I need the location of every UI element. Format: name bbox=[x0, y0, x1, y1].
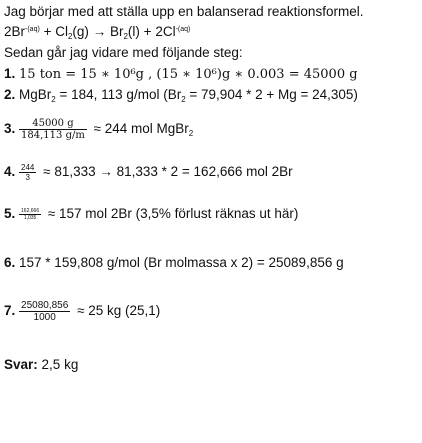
product-bromine: Br bbox=[109, 24, 124, 39]
fraction bbox=[19, 300, 70, 323]
fraction bbox=[19, 163, 36, 182]
step-number: 3. bbox=[4, 121, 16, 137]
step-number: 2. bbox=[4, 87, 16, 102]
step-3 bbox=[4, 118, 193, 141]
step-number: 5. bbox=[4, 206, 16, 221]
chlorine-subscript: 2 bbox=[67, 32, 73, 41]
answer-label: Svar: bbox=[4, 357, 38, 372]
denominator: 1000 bbox=[19, 311, 70, 323]
step-text-c: = 79,904 * 2 + Mg = 24,305) bbox=[185, 87, 358, 102]
steps-intro: Sedan går jag vidare med följande steg: bbox=[4, 45, 243, 60]
plus-sign: + bbox=[143, 24, 152, 39]
step-number: 1. bbox=[4, 66, 16, 81]
subscript: 2 bbox=[51, 95, 56, 104]
numerator: 25080,856 bbox=[21, 300, 69, 311]
step-number: 6. bbox=[4, 255, 16, 270]
answer bbox=[4, 357, 78, 372]
reactant-chlorine: Cl bbox=[55, 24, 68, 39]
step-5 bbox=[4, 206, 298, 221]
fraction bbox=[19, 118, 87, 141]
step-2 bbox=[4, 87, 358, 102]
step-text: 157 * 159,808 g/mol (Br molmassa x 2) = 25089,856 g bbox=[19, 255, 344, 270]
step-result: ≈ 25 kg (25,1) bbox=[77, 303, 161, 319]
numerator: 244 bbox=[21, 163, 35, 172]
reaction-formula bbox=[4, 24, 190, 39]
step-4 bbox=[4, 163, 293, 182]
denominator: 3 bbox=[19, 172, 36, 182]
chlorine-state: (g) bbox=[72, 24, 89, 39]
denominator: 1,035 bbox=[19, 214, 41, 221]
bromide-charge: -(aq) bbox=[25, 26, 40, 33]
numerator: 162,666 bbox=[21, 207, 40, 214]
subscript: 2 bbox=[188, 129, 194, 139]
step-number: 7. bbox=[4, 303, 16, 319]
step-result: ≈ 81,333 → 81,333 * 2 = 162,666 mol 2Br bbox=[43, 164, 293, 180]
answer-value: 2,5 kg bbox=[41, 357, 79, 372]
chloride-charge: -(aq) bbox=[175, 26, 191, 33]
step-result: ≈ 157 mol 2Br (3,5% förlust räknas ut här) bbox=[47, 206, 299, 221]
bromine-state: (l) bbox=[127, 24, 140, 39]
reactant-bromide: 2Br bbox=[4, 24, 26, 39]
step-number: 4. bbox=[4, 164, 16, 180]
step-7 bbox=[4, 300, 160, 323]
step-result: ≈ 244 mol MgBr bbox=[93, 121, 189, 137]
reaction-arrow: → bbox=[92, 24, 107, 39]
plus-sign: + bbox=[43, 24, 52, 39]
step-1 bbox=[4, 66, 358, 82]
subscript: 2 bbox=[181, 95, 186, 104]
intro-text: Jag börjar med att ställa upp en balanserad reaktionsformel. bbox=[4, 4, 364, 19]
bromine-subscript: 2 bbox=[123, 32, 128, 41]
step-text: 15 ton = 15 ∗ 10⁶g , (15 ∗ 10⁶)g ∗ 0.003 = 45000 g bbox=[19, 67, 358, 82]
denominator: 184,113 g/m bbox=[21, 130, 85, 141]
step-text-a: MgBr bbox=[19, 87, 52, 102]
step-6 bbox=[4, 255, 344, 270]
step-text-b: = 184, 113 g/mol (Br bbox=[55, 87, 182, 102]
product-chloride: 2Cl bbox=[155, 24, 176, 39]
numerator: 45000 g bbox=[32, 118, 74, 129]
fraction bbox=[19, 208, 41, 221]
